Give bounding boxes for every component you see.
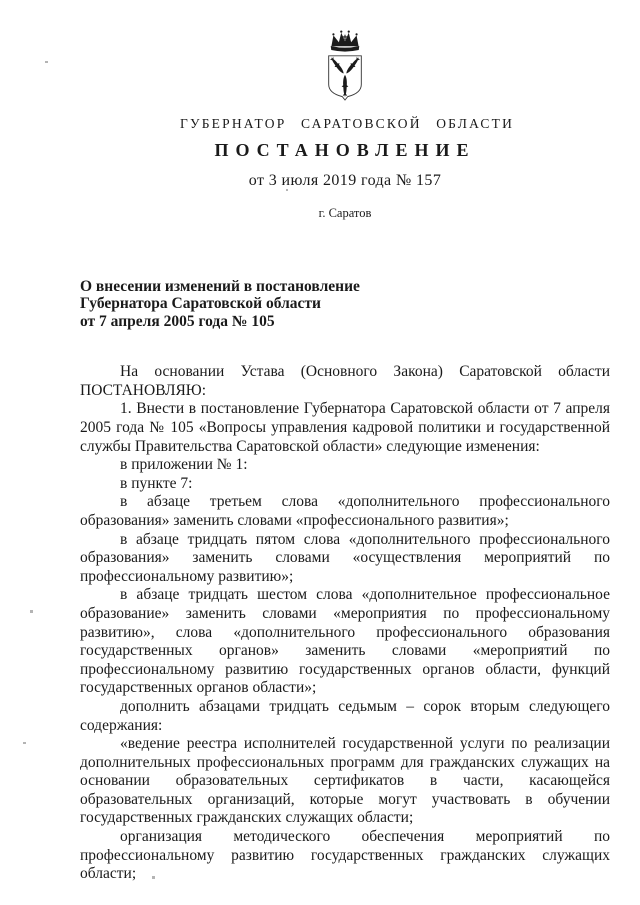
- organization-name: ГУБЕРНАТОР САРАТОВСКОЙ ОБЛАСТИ: [179, 116, 515, 131]
- body-paragraph: 1. Внести в постановление Губернатора Саратовской области от 7 апреля 2005 года № 105 «Вопросы управления кадровой политики и государственной службы Правительства Саратовской области» следующие изменения:: [80, 400, 610, 455]
- emblem-container: [80, 0, 610, 105]
- body-paragraph: «ведение реестра исполнителей государственной услуги по реализации дополнительных профессиональных программ для гражданских служащих на основании образовательных сертификатов в части, касающейся образовательных организаций, которые могут участвовать в обучении государственных гражданских служащих области;: [80, 735, 610, 827]
- document-title: [80, 278, 610, 330]
- body-paragraph: в приложении № 1:: [120, 456, 248, 474]
- title-line: от 7 апреля 2005 года № 105: [80, 312, 275, 330]
- scan-artifact: [23, 742, 26, 744]
- body-paragraph: в пункте 7:: [120, 474, 193, 492]
- saratov-coat-of-arms-icon: [311, 25, 379, 105]
- body-paragraph: организация методического обеспечения мероприятий по профессиональному развитию государственных гражданских служащих области;: [80, 828, 610, 883]
- body-paragraph: На основании Устава (Основного Закона) Саратовской области ПОСТАНОВЛЯЮ:: [80, 363, 610, 399]
- document-city: г. Саратов: [318, 206, 372, 220]
- scan-artifact: [152, 876, 155, 879]
- scan-artifact: [45, 61, 48, 63]
- document-date-number: от 3 июля 2019 года № 157: [248, 172, 442, 189]
- scan-artifact: [286, 189, 288, 191]
- document-body: [80, 363, 610, 884]
- title-line: Губернатора Саратовской области: [80, 295, 321, 313]
- title-line: О внесении изменений в постановление: [80, 278, 360, 295]
- scan-artifact: [30, 610, 33, 613]
- body-paragraph: дополнить абзацами тридцать седьмым – сорок вторым следующего содержания:: [80, 697, 610, 734]
- body-paragraph: в абзаце тридцать шестом слова «дополнительное профессиональное образование» заменить словами «мероприятия по профессиональному развитию», слова «дополнительного профессионального образования государственных органов» заменить словами «мероприятий по профессиональному развитию государственных органов области, функций государственных органов области»;: [80, 586, 610, 697]
- body-paragraph: в абзаце третьем слова «дополнительного профессионального образования» заменить словами «профессионального развития»;: [80, 493, 610, 529]
- body-paragraph: в абзаце тридцать пятом слова «дополнительного профессионального образования» заменить словами «осуществления мероприятий по профессиональному развитию»;: [80, 530, 610, 585]
- document-type-heading: ПОСТАНОВЛЕНИЕ: [214, 140, 476, 160]
